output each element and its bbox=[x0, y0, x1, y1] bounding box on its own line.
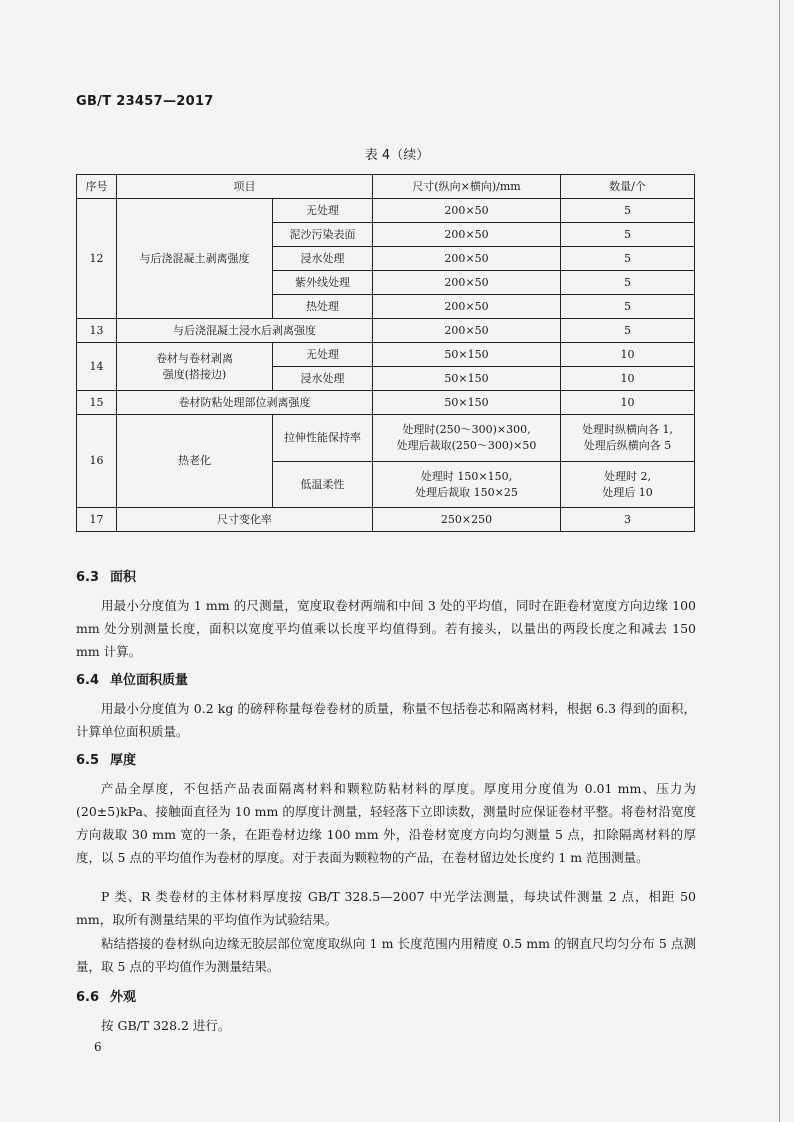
table-row bbox=[77, 199, 695, 223]
row-qty: 5 bbox=[561, 295, 695, 319]
standard-code: GB/T 23457—2017 bbox=[76, 94, 214, 109]
header-size: 尺寸(纵向×横向)/mm bbox=[373, 175, 561, 199]
row-size: 200×50 bbox=[373, 295, 561, 319]
row-qty bbox=[561, 462, 695, 508]
row-qty: 5 bbox=[561, 223, 695, 247]
section-title: 外观 bbox=[110, 990, 137, 1005]
row-no: 13 bbox=[77, 319, 117, 343]
row-subitem: 紫外线处理 bbox=[273, 271, 373, 295]
section-number: 6.5 bbox=[76, 753, 100, 768]
row-no: 15 bbox=[77, 391, 117, 415]
row-size: 200×50 bbox=[373, 319, 561, 343]
paragraph: 用最小分度值为 1 mm 的尺测量，宽度取卷材两端和中间 3 处的平均值，同时在距卷材宽度方向边缘 100 mm 处分别测量长度，面积以宽度平均值乘以长度平均值得到。若有接头，以量出的两段长度之和减去 150 mm 计算。 bbox=[76, 598, 696, 659]
row-no: 17 bbox=[77, 508, 117, 532]
row-item: 与后浇混凝土浸水后剥离强度 bbox=[117, 319, 373, 343]
row-size: 50×150 bbox=[373, 343, 561, 367]
table-row bbox=[77, 391, 695, 415]
row-size: 200×50 bbox=[373, 271, 561, 295]
section-number: 6.3 bbox=[76, 570, 100, 585]
section-heading-6-3 bbox=[76, 566, 136, 585]
row-qty-line: 处理后纵横向各 5 bbox=[583, 439, 672, 452]
row-no: 16 bbox=[77, 415, 117, 508]
row-subitem: 低温柔性 bbox=[273, 462, 373, 508]
row-size-line: 处理时(250～300)×300, bbox=[402, 423, 531, 436]
row-subitem: 拉伸性能保持率 bbox=[273, 415, 373, 462]
row-size: 200×50 bbox=[373, 199, 561, 223]
section-title: 厚度 bbox=[110, 753, 137, 768]
row-qty: 5 bbox=[561, 271, 695, 295]
row-item-line: 卷材与卷材剥离 bbox=[156, 351, 233, 365]
row-size: 250×250 bbox=[373, 508, 561, 532]
table-header-row bbox=[77, 175, 695, 199]
row-item: 热老化 bbox=[117, 415, 273, 508]
row-size: 200×50 bbox=[373, 247, 561, 271]
row-size bbox=[373, 462, 561, 508]
table-row bbox=[77, 319, 695, 343]
row-qty: 5 bbox=[561, 199, 695, 223]
table-row bbox=[77, 343, 695, 367]
row-item-line: 强度(搭接边) bbox=[162, 367, 227, 381]
row-subitem: 浸水处理 bbox=[273, 247, 373, 271]
section-heading-6-6 bbox=[76, 986, 136, 1005]
section-title: 单位面积质量 bbox=[110, 673, 189, 688]
row-subitem: 泥沙污染表面 bbox=[273, 223, 373, 247]
row-subitem: 无处理 bbox=[273, 343, 373, 367]
row-size-line: 处理后裁取(250～300)×50 bbox=[396, 439, 537, 452]
row-subitem: 无处理 bbox=[273, 199, 373, 223]
table-row bbox=[77, 415, 695, 462]
row-qty-line: 处理后 10 bbox=[602, 485, 653, 499]
header-qty: 数量/个 bbox=[561, 175, 695, 199]
row-size-line: 处理后裁取 150×25 bbox=[415, 485, 518, 499]
row-no: 12 bbox=[77, 199, 117, 319]
paragraph: 产品全厚度，不包括产品表面隔离材料和颗粒防粘材料的厚度。厚度用分度值为 0.01 mm、压力为(20±5)kPa、接触面直径为 10 mm 的厚度计测量，轻轻落下立即读数，测量时应保证卷材平整。将卷材沿宽度方向裁取 30 mm 宽的一条，在距卷材边缘 100 mm 外，沿卷材宽度方向均匀测量 5 点，扣除隔离材料的厚度，以 5 点的平均值作为卷材的厚度。对于表面为颗粒物的产品，在卷材留边处长度约 1 m 范围测量。 bbox=[76, 781, 696, 865]
row-size-line: 处理时 150×150, bbox=[420, 469, 513, 483]
page-edge bbox=[779, 0, 780, 1122]
section-title: 面积 bbox=[110, 570, 137, 585]
paragraph: 按 GB/T 328.2 进行。 bbox=[101, 1018, 231, 1033]
row-qty-line: 处理时纵横向各 1, bbox=[582, 423, 673, 436]
paragraph: P 类、R 类卷材的主体材料厚度按 GB/T 328.5—2007 中光学法测量，每块试件测量 2 点，相距 50 mm，取所有测量结果的平均值作为试验结果。 bbox=[76, 889, 696, 927]
table-row bbox=[77, 508, 695, 532]
row-qty: 10 bbox=[561, 367, 695, 391]
row-item: 与后浇混凝土剥离强度 bbox=[117, 199, 273, 319]
row-subitem: 热处理 bbox=[273, 295, 373, 319]
row-no: 14 bbox=[77, 343, 117, 391]
row-size: 50×150 bbox=[373, 391, 561, 415]
row-qty-line: 处理时 2, bbox=[604, 469, 651, 483]
table-title: 表 4（续） bbox=[364, 148, 430, 163]
row-qty bbox=[561, 415, 695, 462]
row-subitem: 浸水处理 bbox=[273, 367, 373, 391]
row-qty: 10 bbox=[561, 343, 695, 367]
header-no: 序号 bbox=[77, 175, 117, 199]
row-qty: 5 bbox=[561, 319, 695, 343]
row-item bbox=[117, 343, 273, 391]
section-heading-6-4 bbox=[76, 669, 188, 688]
header-item: 项目 bbox=[117, 175, 373, 199]
section-number: 6.4 bbox=[76, 673, 100, 688]
row-size: 200×50 bbox=[373, 223, 561, 247]
row-item: 卷材防粘处理部位剥离强度 bbox=[117, 391, 373, 415]
row-item: 尺寸变化率 bbox=[117, 508, 373, 532]
row-qty: 10 bbox=[561, 391, 695, 415]
paragraph: 用最小分度值为 0.2 kg 的磅秤称量每卷卷材的质量，称量不包括卷芯和隔离材料，根据 6.3 得到的面积，计算单位面积质量。 bbox=[76, 701, 696, 739]
row-size: 50×150 bbox=[373, 367, 561, 391]
section-number: 6.6 bbox=[76, 990, 100, 1005]
page-number: 6 bbox=[94, 1040, 102, 1054]
row-size bbox=[373, 415, 561, 462]
row-qty: 5 bbox=[561, 247, 695, 271]
row-qty: 3 bbox=[561, 508, 695, 532]
specimen-table bbox=[76, 174, 695, 532]
paragraph: 粘结搭接的卷材纵向边缘无胶层部位宽度取纵向 1 m 长度范围内用精度 0.5 mm 的钢直尺均匀分布 5 点测量，取 5 点的平均值作为测量结果。 bbox=[76, 936, 696, 974]
section-heading-6-5 bbox=[76, 749, 136, 768]
